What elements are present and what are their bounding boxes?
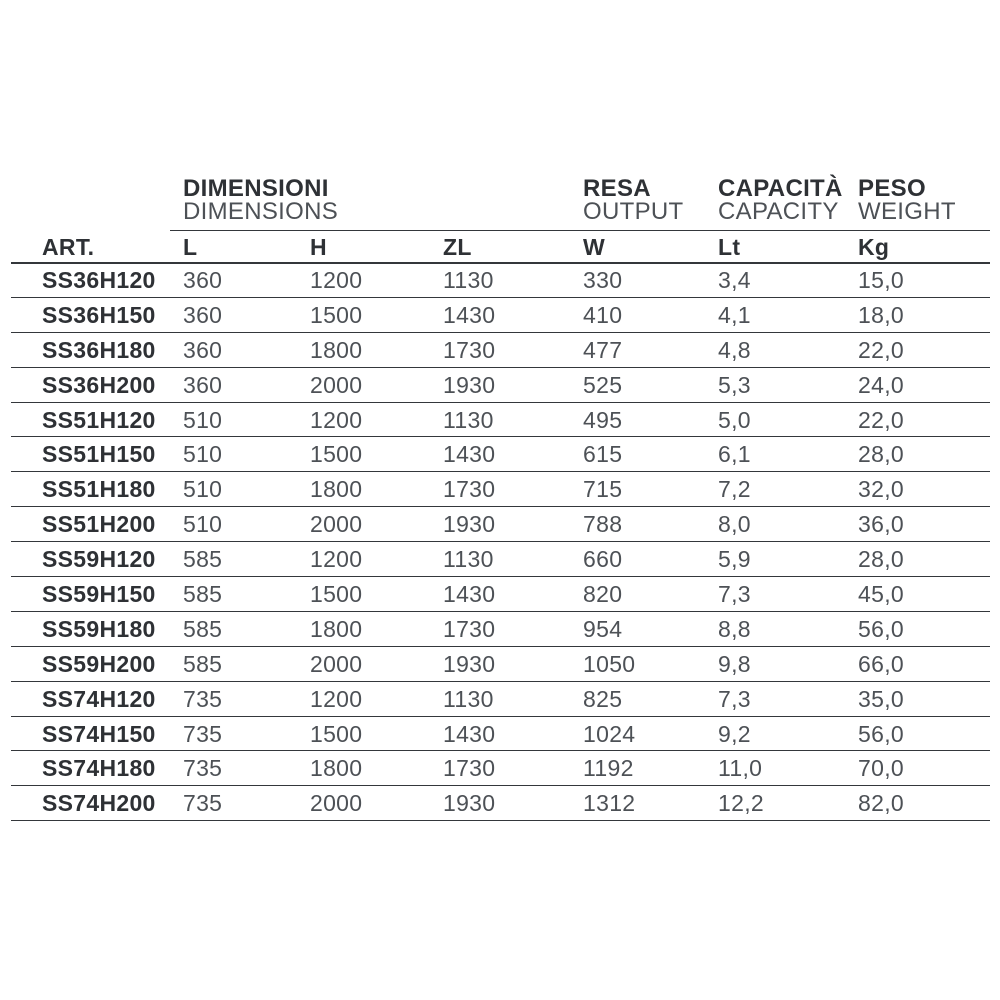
- cell-l: 735: [170, 751, 297, 786]
- cell-h: 2000: [297, 507, 430, 542]
- article-code: SS74H150: [11, 716, 170, 751]
- cell-w: 330: [570, 263, 705, 298]
- cell-l: 510: [170, 507, 297, 542]
- cell-w: 1192: [570, 751, 705, 786]
- cell-kg: 70,0: [845, 751, 990, 786]
- cell-h: 1500: [297, 716, 430, 751]
- group-weight-en: WEIGHT: [858, 198, 956, 225]
- cell-lt: 7,3: [705, 577, 845, 612]
- cell-h: 1500: [297, 577, 430, 612]
- cell-zl: 1730: [430, 472, 570, 507]
- column-header-kg: Kg: [845, 231, 990, 263]
- cell-l: 360: [170, 332, 297, 367]
- cell-zl: 1130: [430, 263, 570, 298]
- cell-h: 1800: [297, 751, 430, 786]
- cell-w: 660: [570, 542, 705, 577]
- cell-zl: 1130: [430, 681, 570, 716]
- column-header-w: W: [570, 231, 705, 263]
- cell-kg: 22,0: [845, 332, 990, 367]
- cell-kg: 18,0: [845, 297, 990, 332]
- cell-w: 715: [570, 472, 705, 507]
- cell-w: 1024: [570, 716, 705, 751]
- group-header-row: [11, 178, 990, 231]
- cell-lt: 4,8: [705, 332, 845, 367]
- cell-lt: 4,1: [705, 297, 845, 332]
- table-row: [11, 263, 990, 298]
- article-code: SS51H120: [11, 402, 170, 437]
- table-row: [11, 577, 990, 612]
- cell-kg: 15,0: [845, 263, 990, 298]
- cell-zl: 1130: [430, 542, 570, 577]
- cell-l: 360: [170, 297, 297, 332]
- cell-kg: 28,0: [845, 437, 990, 472]
- article-code: SS74H120: [11, 681, 170, 716]
- cell-zl: 1130: [430, 402, 570, 437]
- article-code: SS59H150: [11, 577, 170, 612]
- cell-lt: 5,0: [705, 402, 845, 437]
- table-row: [11, 786, 990, 821]
- article-code: SS59H180: [11, 611, 170, 646]
- table-row: [11, 332, 990, 367]
- table-row: [11, 507, 990, 542]
- table-row: [11, 472, 990, 507]
- table-row: [11, 297, 990, 332]
- cell-w: 820: [570, 577, 705, 612]
- cell-zl: 1730: [430, 332, 570, 367]
- cell-kg: 82,0: [845, 786, 990, 821]
- table-row: [11, 681, 990, 716]
- group-output: [570, 175, 705, 231]
- cell-kg: 32,0: [845, 472, 990, 507]
- group-weight-it: PESO: [858, 175, 926, 202]
- column-header-row: [11, 231, 990, 263]
- cell-kg: 22,0: [845, 402, 990, 437]
- table-row: [11, 646, 990, 681]
- cell-kg: 24,0: [845, 367, 990, 402]
- group-output-en: OUTPUT: [583, 198, 684, 225]
- table-header: [11, 175, 990, 263]
- cell-lt: 11,0: [705, 751, 845, 786]
- cell-lt: 12,2: [705, 786, 845, 821]
- cell-zl: 1930: [430, 646, 570, 681]
- cell-l: 360: [170, 367, 297, 402]
- table-row: [11, 542, 990, 577]
- cell-kg: 36,0: [845, 507, 990, 542]
- table-row: [11, 611, 990, 646]
- cell-kg: 56,0: [845, 611, 990, 646]
- article-code: SS51H150: [11, 437, 170, 472]
- cell-w: 615: [570, 437, 705, 472]
- cell-zl: 1730: [430, 751, 570, 786]
- cell-kg: 28,0: [845, 542, 990, 577]
- cell-lt: 7,3: [705, 681, 845, 716]
- article-code: SS74H200: [11, 786, 170, 821]
- article-code: SS59H200: [11, 646, 170, 681]
- cell-h: 1200: [297, 681, 430, 716]
- cell-kg: 56,0: [845, 716, 990, 751]
- cell-zl: 1430: [430, 437, 570, 472]
- cell-w: 954: [570, 611, 705, 646]
- cell-l: 360: [170, 263, 297, 298]
- cell-lt: 9,8: [705, 646, 845, 681]
- article-code: SS51H180: [11, 472, 170, 507]
- cell-w: 788: [570, 507, 705, 542]
- column-header-zl: ZL: [430, 231, 570, 263]
- cell-lt: 9,2: [705, 716, 845, 751]
- cell-l: 735: [170, 786, 297, 821]
- cell-lt: 5,3: [705, 367, 845, 402]
- cell-zl: 1930: [430, 786, 570, 821]
- group-dimensions-it: DIMENSIONI: [183, 175, 329, 202]
- column-header-art: ART.: [11, 231, 170, 263]
- column-header-h: H: [297, 231, 430, 263]
- cell-h: 2000: [297, 367, 430, 402]
- cell-lt: 8,8: [705, 611, 845, 646]
- group-capacity: [705, 175, 845, 231]
- article-code: SS36H200: [11, 367, 170, 402]
- table-row: [11, 367, 990, 402]
- cell-zl: 1430: [430, 297, 570, 332]
- cell-w: 477: [570, 332, 705, 367]
- cell-w: 410: [570, 297, 705, 332]
- table-row: [11, 437, 990, 472]
- cell-w: 495: [570, 402, 705, 437]
- cell-zl: 1430: [430, 716, 570, 751]
- group-spacer: [11, 178, 170, 231]
- cell-w: 1312: [570, 786, 705, 821]
- cell-zl: 1730: [430, 611, 570, 646]
- table-row: [11, 402, 990, 437]
- article-code: SS74H180: [11, 751, 170, 786]
- cell-l: 510: [170, 472, 297, 507]
- column-header-l: L: [170, 231, 297, 263]
- cell-zl: 1930: [430, 367, 570, 402]
- cell-w: 825: [570, 681, 705, 716]
- cell-lt: 5,9: [705, 542, 845, 577]
- group-dimensions: [170, 175, 570, 231]
- cell-w: 1050: [570, 646, 705, 681]
- cell-l: 585: [170, 577, 297, 612]
- cell-h: 2000: [297, 646, 430, 681]
- group-capacity-it: CAPACITÀ: [718, 175, 843, 202]
- cell-l: 585: [170, 646, 297, 681]
- cell-l: 735: [170, 716, 297, 751]
- cell-w: 525: [570, 367, 705, 402]
- cell-l: 585: [170, 611, 297, 646]
- cell-h: 1200: [297, 542, 430, 577]
- article-code: SS51H200: [11, 507, 170, 542]
- article-code: SS36H180: [11, 332, 170, 367]
- spec-sheet: [11, 175, 990, 821]
- group-dimensions-en: DIMENSIONS: [183, 198, 339, 225]
- cell-lt: 6,1: [705, 437, 845, 472]
- article-code: SS59H120: [11, 542, 170, 577]
- cell-zl: 1430: [430, 577, 570, 612]
- article-code: SS36H150: [11, 297, 170, 332]
- cell-lt: 7,2: [705, 472, 845, 507]
- group-weight: [845, 175, 990, 231]
- group-output-it: RESA: [583, 175, 651, 202]
- group-capacity-en: CAPACITY: [718, 198, 839, 225]
- cell-h: 1800: [297, 472, 430, 507]
- cell-kg: 66,0: [845, 646, 990, 681]
- cell-h: 1200: [297, 263, 430, 298]
- cell-h: 1800: [297, 332, 430, 367]
- cell-lt: 3,4: [705, 263, 845, 298]
- cell-l: 735: [170, 681, 297, 716]
- cell-h: 1500: [297, 437, 430, 472]
- table-row: [11, 716, 990, 751]
- cell-l: 585: [170, 542, 297, 577]
- cell-zl: 1930: [430, 507, 570, 542]
- cell-l: 510: [170, 437, 297, 472]
- article-code: SS36H120: [11, 263, 170, 298]
- cell-kg: 45,0: [845, 577, 990, 612]
- table-row: [11, 751, 990, 786]
- cell-h: 2000: [297, 786, 430, 821]
- cell-h: 1200: [297, 402, 430, 437]
- spec-table: [11, 175, 990, 821]
- table-body: [11, 263, 990, 821]
- cell-l: 510: [170, 402, 297, 437]
- cell-h: 1800: [297, 611, 430, 646]
- column-header-lt: Lt: [705, 231, 845, 263]
- cell-h: 1500: [297, 297, 430, 332]
- cell-lt: 8,0: [705, 507, 845, 542]
- cell-kg: 35,0: [845, 681, 990, 716]
